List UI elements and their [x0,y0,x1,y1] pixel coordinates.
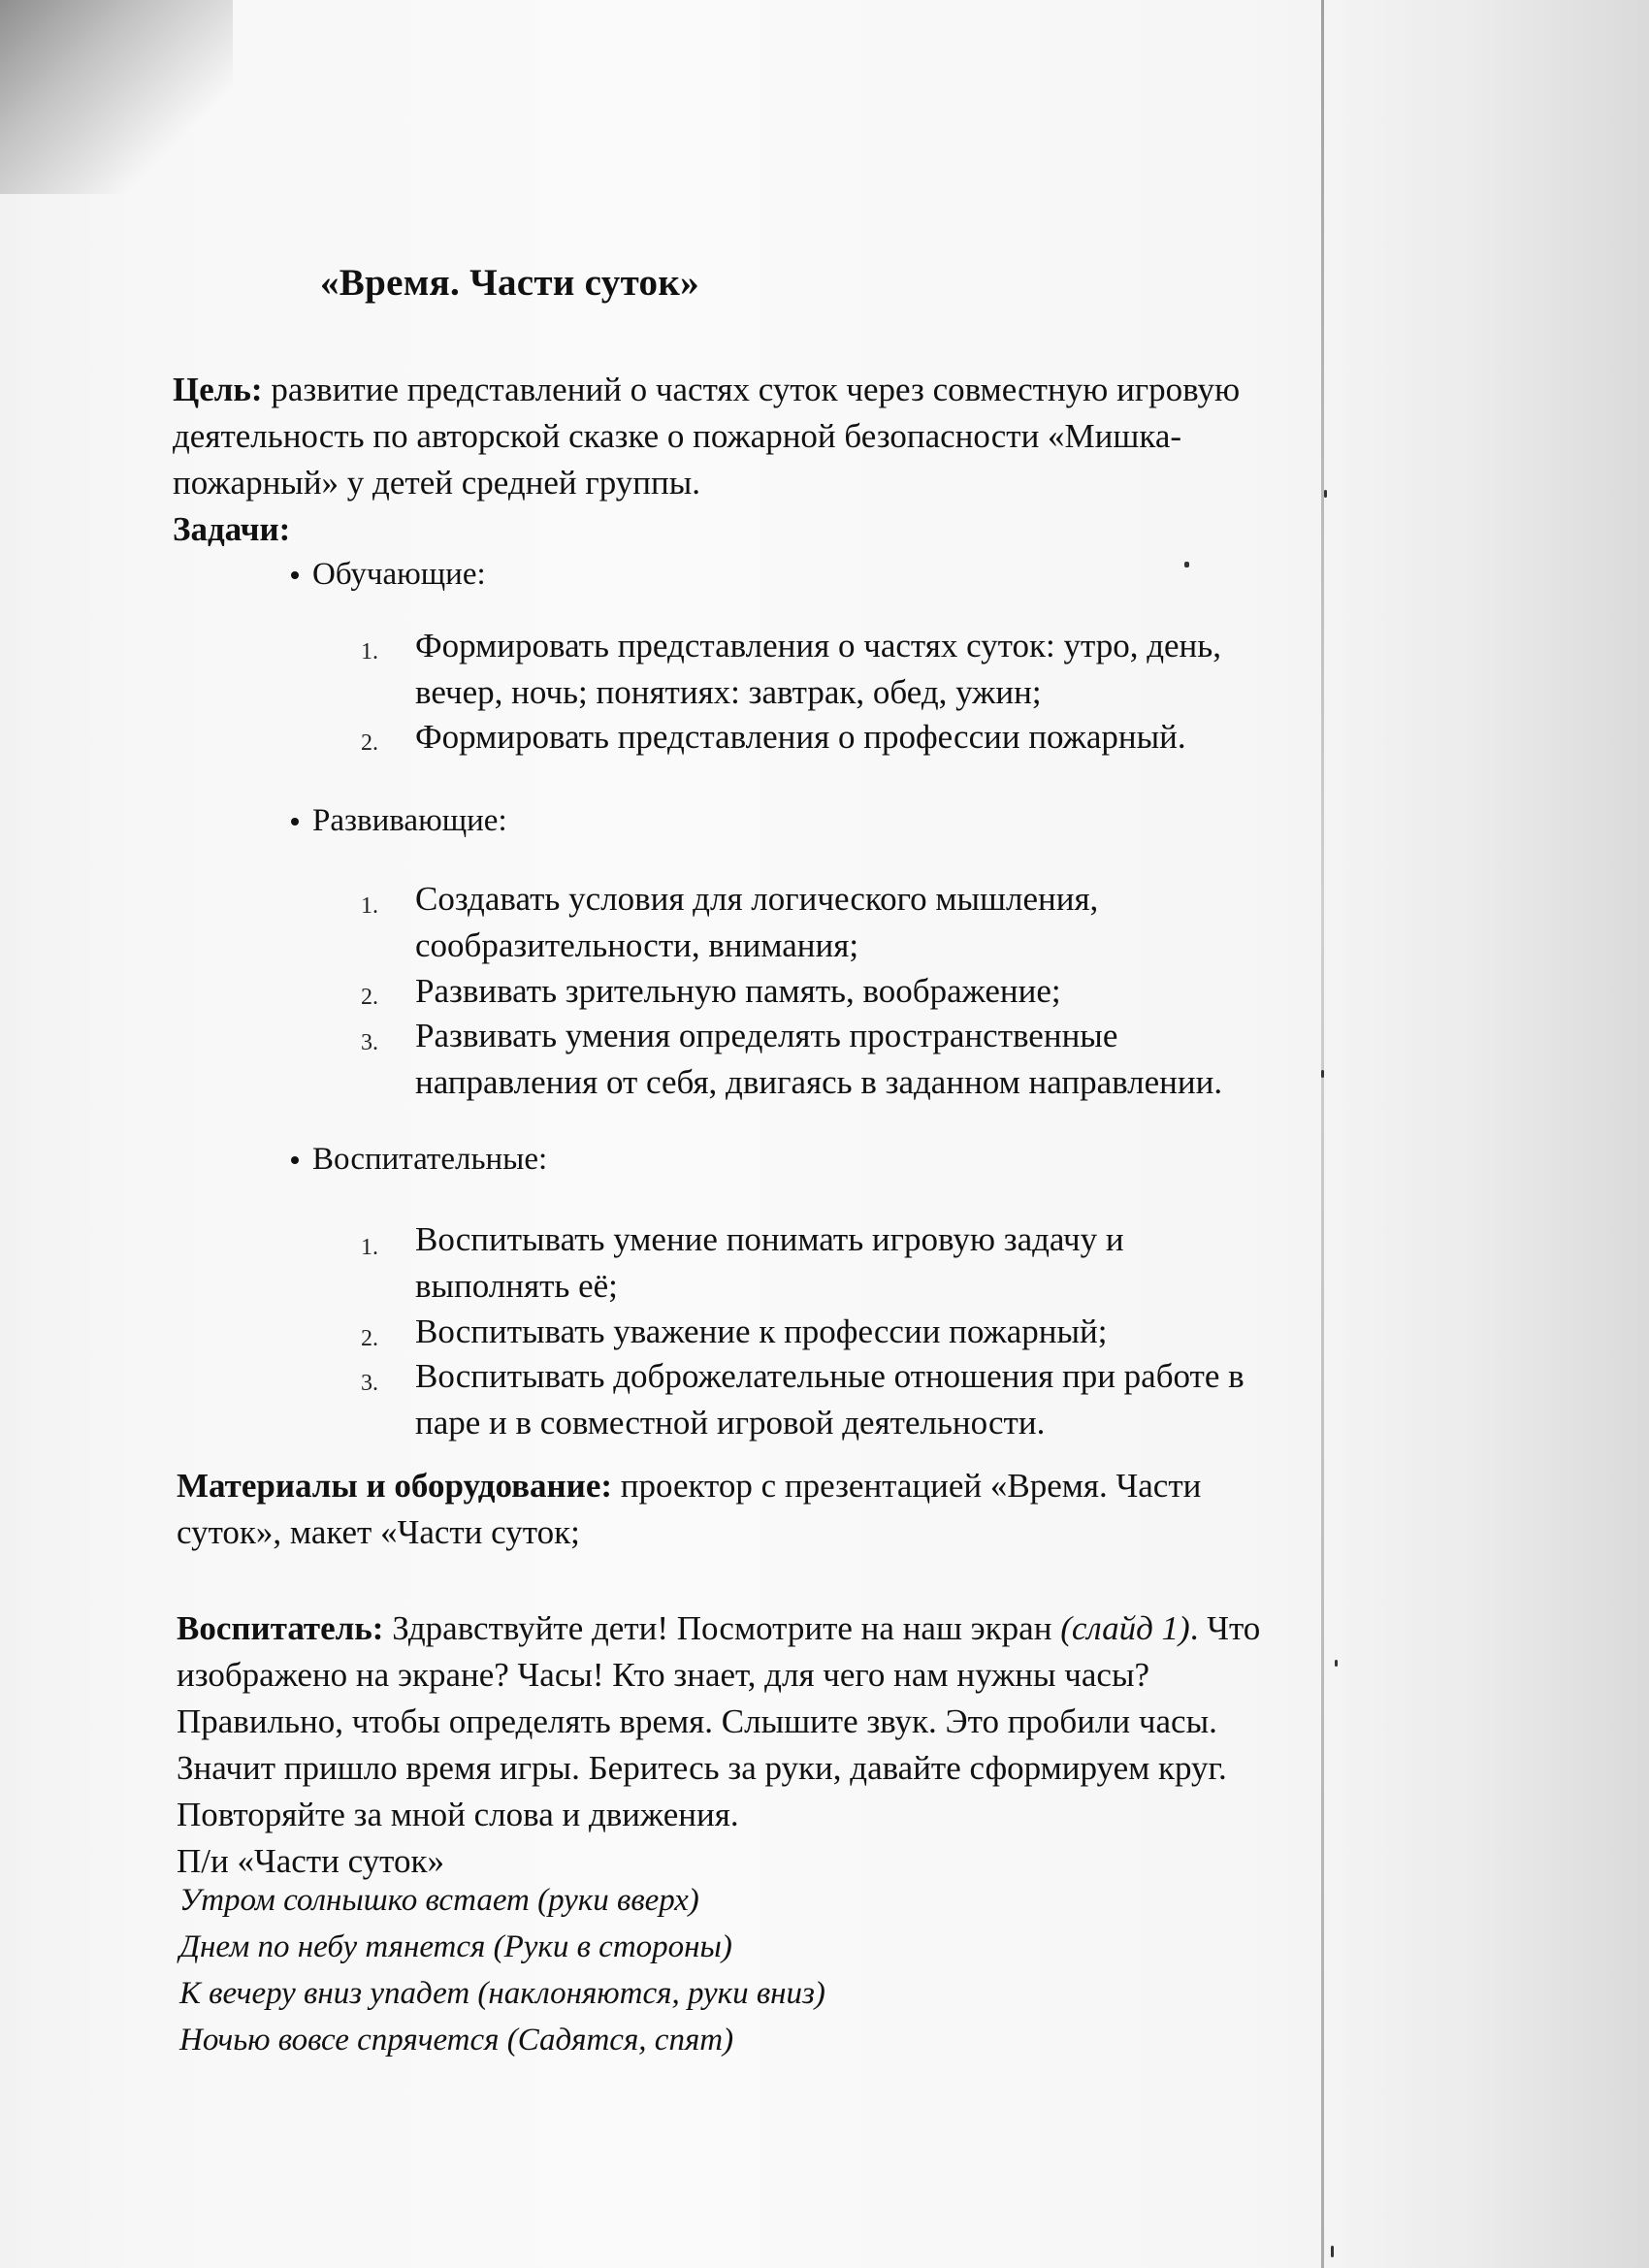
list-item-line: выполнять её; [415,1267,618,1305]
materials-label: Материалы и оборудование: [177,1467,613,1505]
dialogue-text-line: изображено на экране? Часы! Кто знает, для чего нам нужны часы? [177,1656,1150,1694]
list-item-line: направления от себя, двигаясь в заданном направлении. [415,1063,1223,1101]
list-item [415,876,1385,969]
speaker-label: Воспитатель: [177,1609,384,1647]
list-item-line: Воспитывать умение понимать игровую задачу и [415,1220,1124,1258]
list-number: 1. [361,1235,378,1260]
list-item-line: Воспитывать доброжелательные отношения при работе в [415,1357,1245,1395]
goal-paragraph [173,367,1366,506]
scan-speck [1184,562,1189,567]
list-number: 2. [361,1326,378,1351]
scan-shadow-corner [0,0,233,194]
list-number: 3. [361,1030,378,1055]
list-item [415,1353,1385,1446]
scan-shadow-edge [1329,0,1649,2268]
poem [179,1877,1373,2063]
slide-reference: (слайд 1) [1060,1609,1190,1647]
materials-text-line: суток», макет «Части суток; [177,1513,580,1551]
goal-text-line: деятельность по авторской сказке о пожарной безопасности «Мишка- [173,417,1182,455]
list-item [415,1309,1385,1355]
bullet-educational: Обучающие: [312,551,486,598]
tasks-label: Задачи: [173,510,291,548]
dialogue-paragraph [177,1605,1370,1885]
list-item-line: вечер, ночь; понятиях: завтрак, обед, ужин; [415,673,1042,711]
materials-paragraph [177,1463,1370,1556]
list-item [415,1216,1385,1310]
list-item-line: Развивать умения определять пространственные [415,1017,1118,1054]
poem-line: Утром солнышко встает (руки вверх) [179,1883,699,1918]
dialogue-text-line: Правильно, чтобы определять время. Слышите звук. Это пробили часы. [177,1702,1217,1740]
bullet-upbringing: Воспитательные: [312,1136,547,1183]
poem-line: Днем по небу тянется (Руки в стороны) [179,1929,732,1964]
list-item [415,968,1385,1015]
list-number: 1. [361,639,378,664]
list-number: 2. [361,985,378,1010]
list-item [415,1013,1385,1106]
list-item-line: паре и в совместной игровой деятельности. [415,1404,1046,1442]
dialogue-text: . Что [1189,1609,1261,1647]
list-number: 1. [361,893,378,919]
list-item-line: сообразительности, внимания; [415,926,859,964]
list-item-line: Развивать зрительную память, воображение; [415,972,1061,1010]
dialogue-text: Здравствуйте дети! Посмотрите на наш экран [383,1609,1061,1647]
list-item [415,623,1385,716]
materials-text-line: проектор с презентацией «Время. Части [612,1467,1202,1505]
poem-line: К вечеру вниз упадет (наклоняются, руки вниз) [179,1976,825,2011]
list-item-line: Формировать представления о частях суток: утро, день, [415,627,1221,664]
dialogue-text-line: Значит пришло время игры. Беритесь за руки, давайте сформируем круг. [177,1749,1227,1787]
goal-text-line: пожарный» у детей средней группы. [173,464,700,502]
list-item [415,714,1385,761]
goal-label: Цель: [173,371,263,408]
tasks-heading [173,506,1366,553]
list-number: 2. [361,730,378,756]
list-item-line: Создавать условия для логического мышления, [415,880,1099,918]
scan-speck [1331,2246,1334,2257]
list-number: 3. [361,1371,378,1396]
game-title: П/и «Части суток» [177,1842,444,1880]
poem-line: Ночью вовсе спрячется (Садятся, спят) [179,2023,734,2057]
dialogue-text-line: Повторяйте за мной слова и движения. [177,1796,739,1833]
goal-text-line: развитие представлений о частях суток через совместную игровую [262,371,1241,408]
list-item-line: Воспитывать уважение к профессии пожарный; [415,1312,1108,1350]
page-title: «Время. Части суток» [320,262,699,304]
bullet-developmental: Развивающие: [312,797,507,844]
list-item-line: Формировать представления о профессии пожарный. [415,718,1186,756]
